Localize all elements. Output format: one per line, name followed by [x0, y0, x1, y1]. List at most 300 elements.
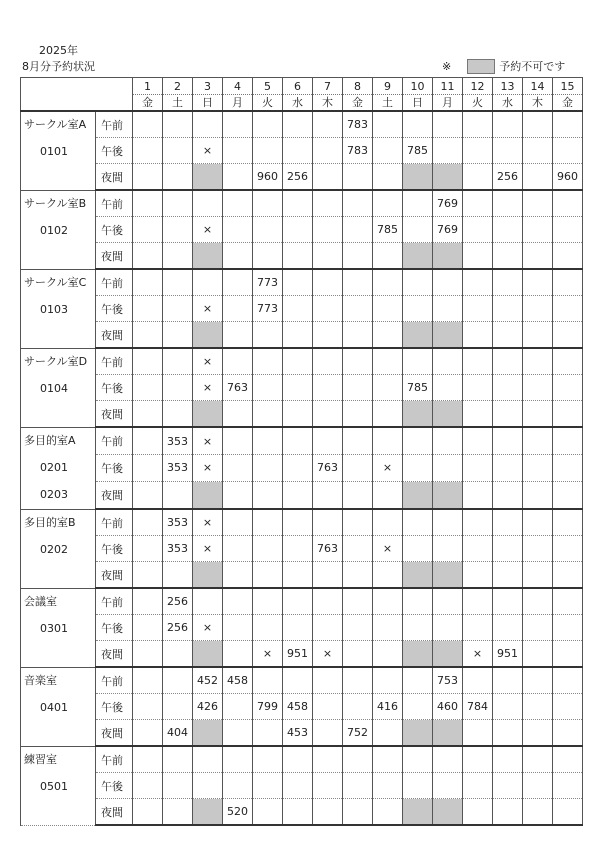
- empty-cell: [553, 111, 583, 138]
- empty-cell: [373, 562, 403, 589]
- reservation-value: 256: [163, 588, 193, 615]
- empty-cell: [373, 322, 403, 349]
- empty-cell: [523, 164, 553, 191]
- weekday: 金: [133, 95, 163, 112]
- unavailable-cell: [433, 799, 463, 826]
- unavailable-cell: [403, 243, 433, 270]
- reservation-value: 763: [223, 375, 253, 401]
- reservation-value: 353: [163, 455, 193, 482]
- time-slot-label: 夜間: [96, 164, 133, 191]
- weekday: 日: [403, 95, 433, 112]
- empty-cell: [253, 746, 283, 773]
- empty-cell: [253, 375, 283, 401]
- empty-cell: [523, 455, 553, 482]
- empty-cell: [343, 773, 373, 799]
- empty-cell: [373, 190, 403, 217]
- empty-cell: [493, 296, 523, 322]
- empty-cell: [553, 773, 583, 799]
- empty-cell: [463, 799, 493, 826]
- weekday: 水: [493, 95, 523, 112]
- unavailable-cell: [403, 481, 433, 509]
- empty-cell: [343, 746, 373, 773]
- time-slot-label: 午後: [96, 455, 133, 482]
- reservation-table: [20, 77, 583, 826]
- empty-cell: [373, 773, 403, 799]
- empty-cell: [223, 694, 253, 720]
- empty-cell: [283, 667, 313, 694]
- empty-cell: [553, 615, 583, 641]
- empty-cell: [133, 562, 163, 589]
- empty-cell: [313, 164, 343, 191]
- unavailable-cell: [433, 322, 463, 349]
- empty-cell: [493, 111, 523, 138]
- empty-cell: [433, 773, 463, 799]
- empty-cell: [433, 615, 463, 641]
- empty-cell: [373, 243, 403, 270]
- room-name: サークル室A: [24, 118, 87, 131]
- day-number: 1: [133, 78, 163, 95]
- time-slot-label: 午前: [96, 190, 133, 217]
- empty-cell: [373, 296, 403, 322]
- reservation-value: 785: [403, 375, 433, 401]
- empty-cell: [283, 799, 313, 826]
- time-slot-label: 夜間: [96, 322, 133, 349]
- empty-cell: [553, 322, 583, 349]
- cross-mark-cell: ×: [253, 641, 283, 668]
- empty-cell: [313, 667, 343, 694]
- empty-cell: [463, 481, 493, 509]
- empty-cell: [223, 164, 253, 191]
- unavailable-cell: [193, 641, 223, 668]
- table-row: [21, 667, 583, 694]
- reservation-value: 784: [463, 694, 493, 720]
- table-row: [21, 773, 583, 799]
- reservation-value: 452: [193, 667, 223, 694]
- empty-cell: [133, 509, 163, 536]
- empty-cell: [463, 427, 493, 455]
- reservation-value: 256: [493, 164, 523, 191]
- empty-cell: [163, 269, 193, 296]
- cross-mark-cell: ×: [373, 455, 403, 482]
- empty-cell: [553, 296, 583, 322]
- cross-mark-cell: ×: [193, 375, 223, 401]
- reservation-value: 783: [343, 111, 373, 138]
- empty-cell: [493, 322, 523, 349]
- empty-cell: [403, 536, 433, 562]
- empty-cell: [523, 694, 553, 720]
- empty-cell: [223, 427, 253, 455]
- reservation-value: 960: [553, 164, 583, 191]
- empty-cell: [493, 190, 523, 217]
- unavailable-cell: [433, 401, 463, 428]
- empty-cell: [313, 694, 343, 720]
- table-row: [21, 536, 583, 562]
- empty-cell: [163, 348, 193, 375]
- room-name: サークル室B: [24, 196, 87, 210]
- empty-cell: [163, 401, 193, 428]
- day-number: 13: [493, 78, 523, 95]
- empty-cell: [253, 427, 283, 455]
- empty-cell: [133, 694, 163, 720]
- empty-cell: [463, 375, 493, 401]
- empty-cell: [313, 615, 343, 641]
- empty-cell: [193, 588, 223, 615]
- reservation-value: 951: [493, 641, 523, 668]
- empty-cell: [403, 615, 433, 641]
- day-number: 15: [553, 78, 583, 95]
- empty-cell: [373, 348, 403, 375]
- empty-cell: [373, 401, 403, 428]
- day-number: 5: [253, 78, 283, 95]
- empty-cell: [373, 588, 403, 615]
- unavailable-cell: [193, 322, 223, 349]
- empty-cell: [283, 588, 313, 615]
- empty-cell: [403, 588, 433, 615]
- time-slot-label: 午前: [96, 746, 133, 773]
- empty-cell: [223, 536, 253, 562]
- day-number: 2: [163, 78, 193, 95]
- empty-cell: [553, 269, 583, 296]
- empty-cell: [433, 138, 463, 164]
- empty-cell: [493, 348, 523, 375]
- empty-cell: [373, 667, 403, 694]
- reservation-value: 773: [253, 296, 283, 322]
- day-number: 11: [433, 78, 463, 95]
- table-row: [21, 562, 583, 589]
- empty-cell: [283, 746, 313, 773]
- cross-mark-cell: ×: [373, 536, 403, 562]
- empty-cell: [553, 138, 583, 164]
- unavailable-cell: [193, 164, 223, 191]
- unavailable-cell: [193, 243, 223, 270]
- empty-cell: [223, 296, 253, 322]
- empty-cell: [133, 773, 163, 799]
- unavailable-cell: [433, 562, 463, 589]
- time-slot-label: 午前: [96, 427, 133, 455]
- empty-cell: [343, 562, 373, 589]
- unavailable-cell: [403, 164, 433, 191]
- reservation-value: 769: [433, 190, 463, 217]
- time-slot-label: 夜間: [96, 562, 133, 589]
- empty-cell: [343, 243, 373, 270]
- cross-mark-cell: ×: [193, 615, 223, 641]
- empty-cell: [553, 536, 583, 562]
- time-slot-label: 午前: [96, 509, 133, 536]
- empty-cell: [253, 243, 283, 270]
- empty-cell: [313, 509, 343, 536]
- empty-cell: [493, 799, 523, 826]
- empty-cell: [553, 588, 583, 615]
- empty-cell: [553, 667, 583, 694]
- empty-cell: [523, 536, 553, 562]
- empty-cell: [163, 243, 193, 270]
- table-row: [21, 348, 583, 375]
- empty-cell: [523, 375, 553, 401]
- empty-cell: [553, 562, 583, 589]
- empty-cell: [163, 562, 193, 589]
- empty-cell: [373, 375, 403, 401]
- empty-cell: [133, 217, 163, 243]
- reservation-value: 458: [223, 667, 253, 694]
- empty-cell: [463, 401, 493, 428]
- empty-cell: [343, 509, 373, 536]
- empty-cell: [403, 296, 433, 322]
- room-cell: [21, 427, 96, 509]
- room-name: 会議室: [24, 594, 57, 608]
- reservation-value: 460: [433, 694, 463, 720]
- empty-cell: [163, 322, 193, 349]
- table-row: [21, 217, 583, 243]
- empty-cell: [523, 138, 553, 164]
- time-slot-label: 夜間: [96, 401, 133, 428]
- unavailable-cell: [433, 641, 463, 668]
- weekday: 火: [463, 95, 493, 112]
- empty-cell: [313, 481, 343, 509]
- empty-cell: [253, 588, 283, 615]
- empty-cell: [343, 667, 373, 694]
- weekday: 月: [223, 95, 253, 112]
- empty-cell: [343, 375, 373, 401]
- weekday: 土: [163, 95, 193, 112]
- empty-cell: [283, 296, 313, 322]
- empty-cell: [343, 455, 373, 482]
- empty-cell: [313, 375, 343, 401]
- room-code: 0203: [40, 487, 68, 501]
- empty-cell: [283, 348, 313, 375]
- empty-cell: [313, 348, 343, 375]
- empty-cell: [463, 190, 493, 217]
- empty-cell: [283, 615, 313, 641]
- empty-cell: [223, 401, 253, 428]
- empty-cell: [253, 455, 283, 482]
- empty-cell: [523, 401, 553, 428]
- empty-cell: [253, 322, 283, 349]
- time-slot-label: 夜間: [96, 720, 133, 747]
- legend-swatch: [467, 59, 495, 74]
- empty-cell: [343, 694, 373, 720]
- empty-cell: [433, 269, 463, 296]
- empty-cell: [253, 401, 283, 428]
- empty-cell: [343, 536, 373, 562]
- empty-cell: [403, 746, 433, 773]
- table-row: [21, 509, 583, 536]
- empty-cell: [343, 427, 373, 455]
- empty-cell: [163, 138, 193, 164]
- empty-cell: [133, 615, 163, 641]
- day-number-row: [21, 78, 583, 95]
- empty-cell: [163, 694, 193, 720]
- time-slot-label: 午後: [96, 773, 133, 799]
- empty-cell: [343, 190, 373, 217]
- empty-cell: [523, 720, 553, 747]
- reservation-value: 951: [283, 641, 313, 668]
- reservation-value: 763: [313, 455, 343, 482]
- empty-cell: [373, 746, 403, 773]
- empty-cell: [463, 562, 493, 589]
- empty-cell: [373, 138, 403, 164]
- empty-cell: [253, 615, 283, 641]
- year-label: 2025年: [39, 44, 78, 57]
- empty-cell: [493, 694, 523, 720]
- empty-cell: [343, 588, 373, 615]
- empty-cell: [553, 746, 583, 773]
- reservation-value: 256: [283, 164, 313, 191]
- empty-cell: [163, 111, 193, 138]
- room-name: 音楽室: [24, 673, 57, 687]
- weekday: 土: [373, 95, 403, 112]
- room-code: 0401: [40, 700, 68, 714]
- day-number: 14: [523, 78, 553, 95]
- cross-mark-cell: ×: [193, 509, 223, 536]
- time-slot-label: 午後: [96, 138, 133, 164]
- empty-cell: [283, 455, 313, 482]
- empty-cell: [283, 509, 313, 536]
- empty-cell: [523, 427, 553, 455]
- reservation-value: 763: [313, 536, 343, 562]
- table-row: [21, 269, 583, 296]
- empty-cell: [313, 799, 343, 826]
- empty-cell: [253, 799, 283, 826]
- empty-cell: [373, 720, 403, 747]
- room-code: 0101: [40, 145, 68, 158]
- table-row: [21, 243, 583, 270]
- table-row: [21, 481, 583, 509]
- weekday: 火: [253, 95, 283, 112]
- unavailable-cell: [403, 401, 433, 428]
- header-corner: [21, 78, 133, 112]
- empty-cell: [163, 375, 193, 401]
- empty-cell: [313, 427, 343, 455]
- empty-cell: [523, 667, 553, 694]
- empty-cell: [253, 481, 283, 509]
- empty-cell: [343, 348, 373, 375]
- empty-cell: [373, 615, 403, 641]
- empty-cell: [283, 375, 313, 401]
- empty-cell: [523, 243, 553, 270]
- empty-cell: [313, 296, 343, 322]
- day-number: 4: [223, 78, 253, 95]
- empty-cell: [193, 111, 223, 138]
- empty-cell: [493, 773, 523, 799]
- empty-cell: [463, 322, 493, 349]
- empty-cell: [493, 536, 523, 562]
- empty-cell: [433, 746, 463, 773]
- empty-cell: [253, 509, 283, 536]
- empty-cell: [133, 667, 163, 694]
- room-cell: [21, 348, 96, 427]
- reservation-value: 753: [433, 667, 463, 694]
- day-number: 7: [313, 78, 343, 95]
- room-code: 0201: [40, 460, 68, 474]
- empty-cell: [133, 375, 163, 401]
- reservation-value: 426: [193, 694, 223, 720]
- table-row: [21, 296, 583, 322]
- empty-cell: [223, 509, 253, 536]
- unavailable-cell: [403, 322, 433, 349]
- page-title: 8月分予約状況: [22, 60, 95, 73]
- empty-cell: [373, 427, 403, 455]
- empty-cell: [553, 401, 583, 428]
- empty-cell: [283, 269, 313, 296]
- empty-cell: [253, 348, 283, 375]
- reservation-value: 453: [283, 720, 313, 747]
- empty-cell: [523, 799, 553, 826]
- empty-cell: [493, 138, 523, 164]
- table-row: [21, 322, 583, 349]
- room-code: 0104: [40, 381, 68, 395]
- time-slot-label: 午前: [96, 111, 133, 138]
- table-row: [21, 588, 583, 615]
- empty-cell: [163, 667, 193, 694]
- empty-cell: [553, 217, 583, 243]
- room-code: 0501: [40, 779, 68, 793]
- empty-cell: [463, 746, 493, 773]
- empty-cell: [433, 509, 463, 536]
- empty-cell: [133, 111, 163, 138]
- empty-cell: [133, 799, 163, 826]
- empty-cell: [283, 536, 313, 562]
- empty-cell: [403, 455, 433, 482]
- empty-cell: [553, 799, 583, 826]
- room-code: 0202: [40, 542, 68, 556]
- empty-cell: [133, 243, 163, 270]
- empty-cell: [133, 164, 163, 191]
- empty-cell: [553, 375, 583, 401]
- empty-cell: [223, 243, 253, 270]
- empty-cell: [553, 455, 583, 482]
- empty-cell: [433, 375, 463, 401]
- time-slot-label: 午後: [96, 217, 133, 243]
- weekday: 水: [283, 95, 313, 112]
- empty-cell: [553, 641, 583, 668]
- empty-cell: [493, 269, 523, 296]
- cross-mark-cell: ×: [193, 296, 223, 322]
- room-cell: [21, 269, 96, 348]
- empty-cell: [283, 111, 313, 138]
- empty-cell: [283, 243, 313, 270]
- empty-cell: [403, 773, 433, 799]
- empty-cell: [223, 746, 253, 773]
- empty-cell: [313, 217, 343, 243]
- empty-cell: [403, 509, 433, 536]
- empty-cell: [553, 720, 583, 747]
- empty-cell: [223, 615, 253, 641]
- day-number: 12: [463, 78, 493, 95]
- empty-cell: [343, 641, 373, 668]
- empty-cell: [253, 217, 283, 243]
- weekday: 木: [313, 95, 343, 112]
- empty-cell: [223, 190, 253, 217]
- empty-cell: [373, 481, 403, 509]
- reservation-value: 783: [343, 138, 373, 164]
- empty-cell: [133, 536, 163, 562]
- empty-cell: [493, 401, 523, 428]
- empty-cell: [133, 746, 163, 773]
- empty-cell: [493, 217, 523, 243]
- empty-cell: [493, 509, 523, 536]
- table-row: [21, 401, 583, 428]
- legend-mark: ※: [442, 59, 452, 73]
- unavailable-cell: [403, 720, 433, 747]
- table-row: [21, 641, 583, 668]
- room-name: サークル室C: [24, 275, 87, 289]
- weekday: 木: [523, 95, 553, 112]
- empty-cell: [163, 481, 193, 509]
- empty-cell: [223, 720, 253, 747]
- empty-cell: [313, 322, 343, 349]
- table-row: [21, 164, 583, 191]
- time-slot-label: 午前: [96, 588, 133, 615]
